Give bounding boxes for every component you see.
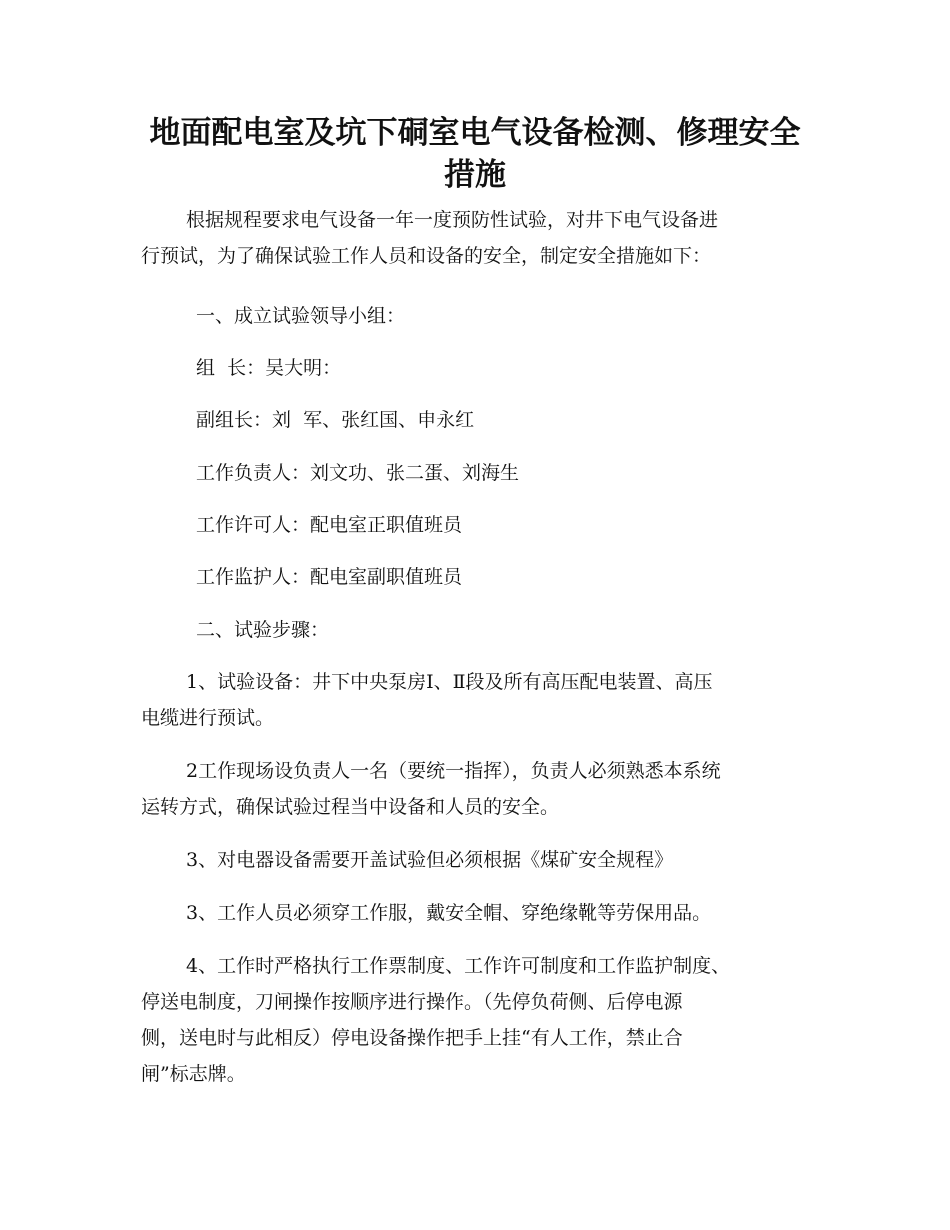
intro-paragraph — [141, 202, 811, 274]
work-responsible-persons-text: 工作负责人：刘文功、张二蛋、刘海生 — [196, 462, 520, 484]
group-leader — [141, 350, 811, 386]
step-item-5-line-4: 闸”标志牌。 — [141, 1063, 246, 1085]
step-item-5-line-2: 停送电制度，刀闸操作按顺序进行操作。（先停负荷侧、后停电源 — [141, 991, 683, 1013]
step-item-2-line-1: 2工作现场设负责人一名（要统一指挥），负责人必须熟悉本系统 — [186, 760, 721, 782]
section-2-heading-text: 二、试验步骤： — [196, 619, 330, 641]
work-permit-person-text: 工作许可人：配电室正职值班员 — [196, 514, 463, 536]
step-item-4-line-1: 3、工作人员必须穿工作服，戴安全帽、穿绝缘靴等劳保用品。 — [186, 902, 712, 924]
step-item-2 — [141, 753, 811, 825]
work-supervisor-text: 工作监护人：配电室副职值班员 — [196, 566, 463, 588]
step-item-5 — [141, 948, 811, 1092]
section-1-heading — [141, 298, 811, 334]
step-item-2-line-2: 运转方式，确保试验过程当中设备和人员的安全。 — [141, 796, 560, 818]
work-supervisor — [141, 559, 811, 595]
intro-line-1: 根据规程要求电气设备一年一度预防性试验，对井下电气设备进 — [186, 209, 719, 231]
step-item-3 — [141, 842, 811, 878]
step-item-1 — [141, 664, 811, 736]
step-item-5-line-3: 侧，送电时与此相反）停电设备操作把手上挂“有人工作，禁止合 — [141, 1027, 683, 1049]
step-item-4 — [141, 895, 811, 931]
work-permit-person — [141, 507, 811, 543]
step-item-1-line-1: 1、试验设备：井下中央泵房Ⅰ、Ⅱ段及所有高压配电装置、高压 — [186, 671, 713, 693]
step-item-3-line-1: 3、对电器设备需要开盖试验但必须根据《煤矿安全规程》 — [186, 849, 674, 871]
step-item-5-line-1: 4、工作时严格执行工作票制度、工作许可制度和工作监护制度、 — [186, 955, 731, 977]
section-1-heading-text: 一、成立试验领导小组： — [196, 305, 406, 327]
intro-line-2: 行预试，为了确保试验工作人员和设备的安全，制定安全措施如下： — [141, 245, 712, 267]
group-leader-text: 组 长：吴大明： — [196, 357, 342, 379]
work-responsible-persons — [141, 455, 811, 491]
document-title-line-2: 措施 — [444, 157, 506, 193]
group-deputy-leaders — [141, 402, 811, 438]
group-deputy-leaders-text: 副组长：刘 军、张红国、申永红 — [196, 409, 475, 431]
document-title-line-1: 地面配电室及坑下硐室电气设备检测、修理安全 — [149, 115, 801, 151]
step-item-1-line-2: 电缆进行预试。 — [141, 707, 275, 729]
section-2-heading — [141, 612, 811, 648]
